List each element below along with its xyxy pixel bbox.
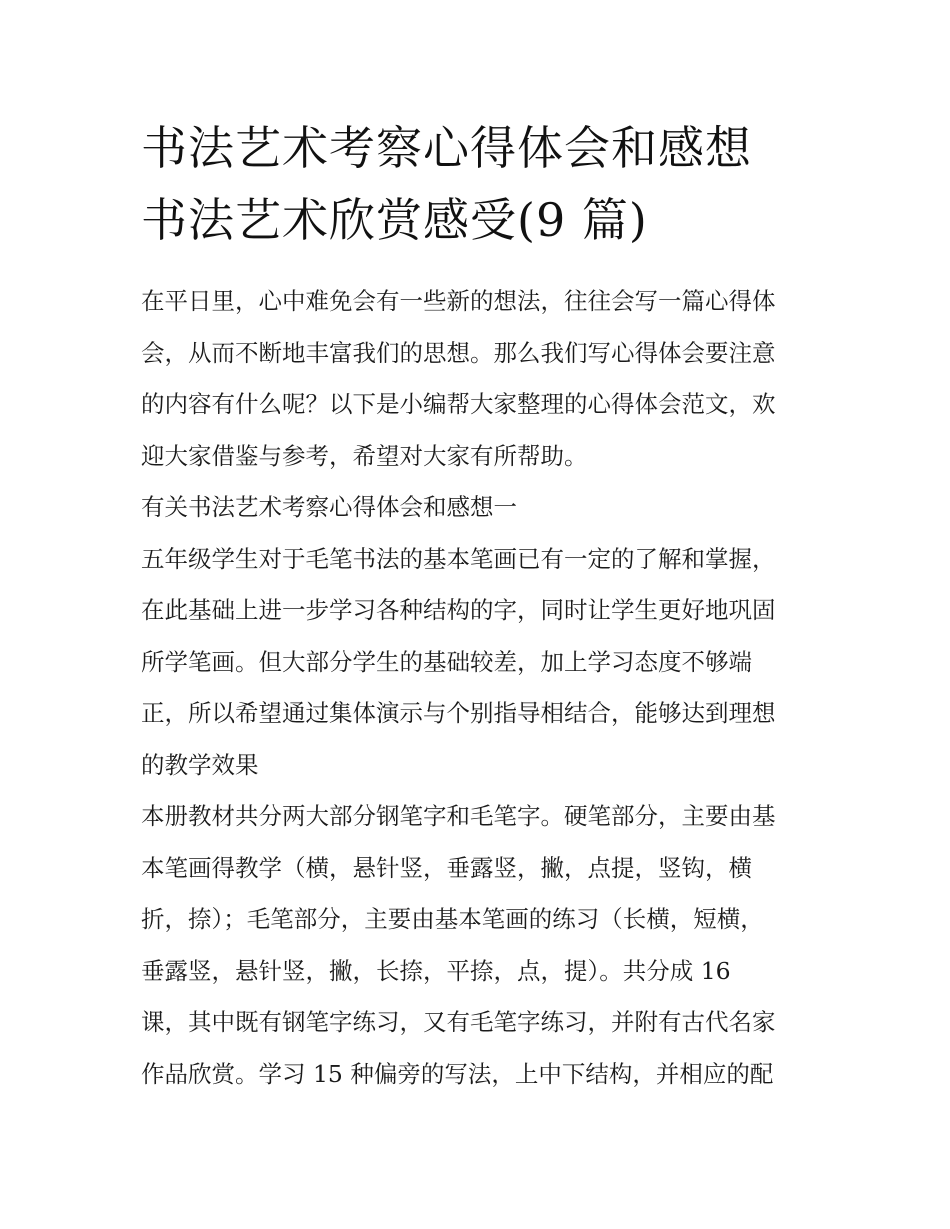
body-line: 本册教材共分两大部分钢笔字和毛笔字。硬笔部分，主要由基 (141, 802, 776, 830)
body-line: 在平日里，心中难免会有一些新的想法，往往会写一篇心得体 (141, 287, 776, 315)
body-line: 的内容有什么呢？以下是小编帮大家整理的心得体会范文，欢 (141, 390, 776, 418)
body-line: 会，从而不断地丰富我们的思想。那么我们写心得体会要注意 (141, 338, 776, 367)
title-line: 书法艺术欣赏感受(9 篇) (141, 193, 648, 247)
document-body (141, 276, 821, 1100)
body-line: 正，所以希望通过集体演示与个别指导相结合，能够达到理想 (141, 699, 776, 727)
body-line: 所学笔画。但大部分学生的基础较差，加上学习态度不够端 (141, 647, 752, 676)
body-line: 迎大家借鉴与参考，希望对大家有所帮助。 (141, 441, 588, 470)
body-line: 课，其中既有钢笔字练习，又有毛笔字练习，并附有古代名家 (141, 1008, 776, 1036)
body-line: 垂露竖，悬针竖，撇，长捺，平捺，点，提）。共分成 16 (141, 956, 731, 985)
section-heading: 有关书法艺术考察心得体会和感想一 (141, 493, 517, 521)
body-line: 五年级学生对于毛笔书法的基本笔画已有一定的了解和掌握， (141, 544, 776, 573)
body-line: 折，捺）；毛笔部分，主要由基本笔画的练习（长横，短横， (141, 905, 764, 933)
body-line: 本笔画得教学（横，悬针竖，垂露竖，撇，点提，竖钩，横 (141, 853, 752, 882)
body-line: 的教学效果 (141, 750, 259, 779)
body-line: 作品欣赏。学习 15 种偏旁的写法，上中下结构，并相应的配 (141, 1059, 774, 1088)
body-line: 在此基础上进一步学习各种结构的字，同时让学生更好地巩固 (141, 596, 776, 624)
title-line: 书法艺术考察心得体会和感想 (141, 121, 752, 175)
document-title (141, 112, 841, 256)
